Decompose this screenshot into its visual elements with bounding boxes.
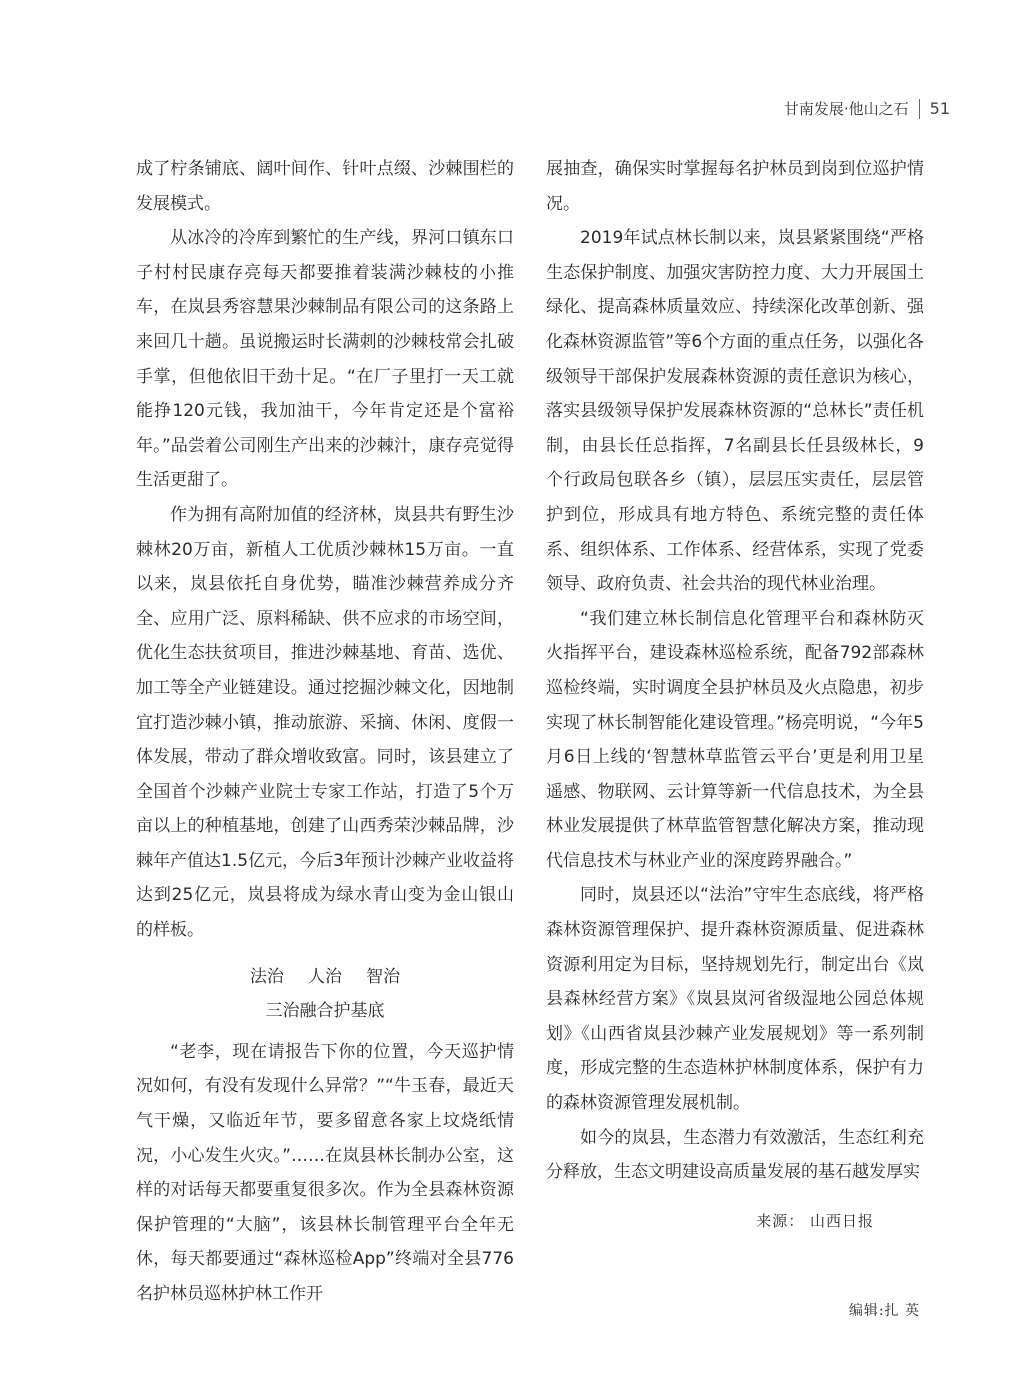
- section-subheading: [136, 948, 514, 1035]
- paragraph: 2019年试点林长制以来，岚县紧紧围绕“严格生态保护制度、加强灾害防控力度、大力开展国土绿化、提高森林质量效应、持续深化改革创新、强化森林资源监管”等6个方面的重点任务，以强化各级领导干部保护发展森林资源的责任意识为核心，落实县级领导保护发展森林资源的“总林长”责任机制，由县长任总指挥，7名副县长任县级林长，9个行政局包联各乡（镇），层层压实责任，层层管护到位，形成具有地方特色、系统完整的责任体系、组织体系、工作体系、经营体系，实现了党委领导、政府负责、社会共治的现代林业治理。: [546, 228, 924, 595]
- paragraph: 作为拥有高附加值的经济林，岚县共有野生沙棘林20万亩，新植人工优质沙棘林15万亩。一直以来，岚县依托自身优势，瞄准沙棘营养成分齐全、应用广泛、原料稀缺、供不应求的市场空间，优化生态扶贫项目，推进沙棘基地、育苗、选优、加工等全产业链建设。通过挖掘沙棘文化，因地制宜打造沙棘小镇，推动旅游、采摘、休闲、度假一体发展，带动了群众增收致富。同时，该县建立了全国首个沙棘产业院士专家工作站，打造了5个万亩以上的种植基地，创建了山西秀荣沙棘品牌，沙棘年产值达1.5亿元，今后3年预计沙棘产业收益将达到25亿元，岚县将成为绿水青山变为金山银山的样板。: [136, 504, 514, 941]
- paragraph: 成了柠条铺底、阔叶间作、针叶点缀、沙棘围栏的发展模式。: [136, 159, 514, 214]
- paragraph: 如今的岚县，生态潜力有效激活，生态红利充分释放，生态文明建设高质量发展的基石越发厚实: [546, 1127, 924, 1183]
- paragraph: “我们建立林长制信息化管理平台和森林防灭火指挥平台，建设森林巡检系统，配备792部森林巡检终端，实时调度全县护林员及火点隐患，初步实现了林长制智能化建设管理。”杨亮明说，“今年5月6日上线的‘智慧林草监管云平台’更是利用卫星遥感、物联网、云计算等新一代信息技术，为全县林业发展提供了林草监管智慧化解决方案，推动现代信息技术与林业产业的深度跨界融合。”: [546, 608, 924, 871]
- section-title: 甘南发展·他山之石: [783, 100, 909, 118]
- paragraph: 展抽查，确保实时掌握每名护林员到岗到位巡护情况。: [546, 159, 924, 214]
- header-divider: [919, 99, 920, 119]
- subheading-word: 智治: [366, 966, 401, 987]
- subheading-word: 人治: [308, 966, 342, 987]
- page-number: 51: [929, 99, 950, 118]
- right-column: [546, 152, 924, 1238]
- paragraph: 同时，岚县还以“法治”守牢生态底线，将严格森林资源管理保护、提升森林资源质量、促进森林资源利用定为目标，坚持规划先行，制定出台《岚县森林经营方案》《岚县岚河省级湿地公园总体规划》《山西省岚县沙棘产业发展规划》等一系列制度，形成完整的生态造林护林制度体系，保护有力的森林资源管理发展机制。: [546, 885, 924, 1114]
- subheading-word: 法治: [249, 966, 284, 987]
- subheading-line-2: 三治融合护基底: [265, 1001, 385, 1022]
- editor-credit: 编辑:扎 英: [848, 1303, 920, 1319]
- left-column: [136, 152, 514, 1312]
- paragraph: 从冰冷的冷库到繁忙的生产线，界河口镇东口子村村民康存亮每天都要推着装满沙棘枝的小推车，在岚县秀容慧果沙棘制品有限公司的这条路上来回几十趟。虽说搬运时长满刺的沙棘枝常会扎破手掌，但他依旧干劲十足。“在厂子里打一天工就能挣120元钱，我加油干，今年肯定还是个富裕年。”品尝着公司刚生产出来的沙棘汁，康存亮觉得生活更甜了。: [136, 228, 514, 491]
- page-header: [784, 98, 950, 119]
- paragraph: “老李，现在请报告下你的位置，今天巡护情况如何，有没有发现什么异常？”“牛玉春，最近天气干燥，又临近年节，要多留意各家上坟烧纸情况，小心发生火灾。”……在岚县林长制办公室，这样的对话每天都要重复很多次。作为全县森林资源保护管理的“大脑”，该县林长制管理平台全年无休，每天都要通过“森林巡检App”终端对全县776名护林员巡林护林工作开: [136, 1041, 514, 1304]
- source-credit: 来源： 山西日报: [756, 1211, 874, 1230]
- subheading-line-1: [136, 960, 514, 995]
